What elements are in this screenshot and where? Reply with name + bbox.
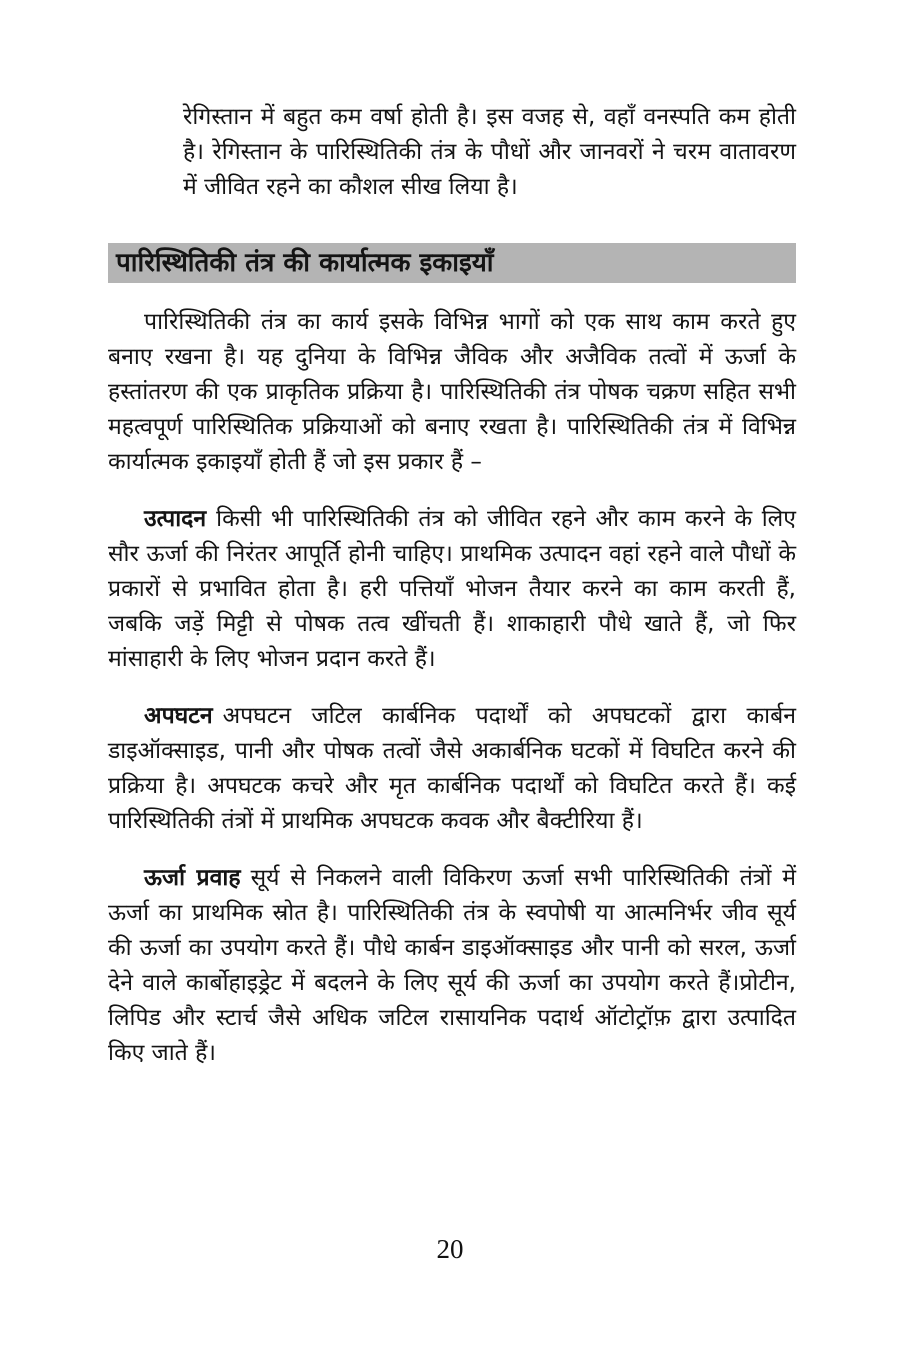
section-term-energy-flow: ऊर्जा प्रवाह [144, 865, 241, 891]
section-term-production: उत्पादन [144, 506, 207, 532]
section-heading-bar: पारिस्थितिकी तंत्र की कार्यात्मक इकाइयाँ [108, 243, 796, 283]
page-number: 20 [436, 1234, 464, 1264]
section-term-decomposition: अपघटन [144, 703, 213, 729]
section-paragraph-decomposition [108, 699, 796, 839]
section-text-energy-flow: सूर्य से निकलने वाली विकिरण ऊर्जा सभी पारिस्थितिकी तंत्रों में ऊर्जा का प्राथमिक स्रोत है। पारिस्थितिकी तंत्र के स्वपोषी या आत्मनिर्भर जीव सूर्य की ऊर्जा का उपयोग करते हैं। पौधे कार्बन डाइऑक्साइड और पानी को सरल, ऊर्जा देने वाले कार्बोहाइड्रेट में बदलने के लिए सूर्य की ऊर्जा का उपयोग करते हैं।प्रोटीन, लिपिड और स्टार्च जैसे अधिक जटिल रासायनिक पदार्थ ऑटोट्रॉफ़ द्वारा उत्पादित किए जाते हैं। [108, 865, 796, 1066]
section-paragraph-production [108, 502, 796, 677]
page-content [108, 100, 796, 1071]
section-text-production: किसी भी पारिस्थितिकी तंत्र को जीवित रहने और काम करने के लिए सौर ऊर्जा की निरंतर आपूर्ति होनी चाहिए। प्राथमिक उत्पादन वहां रहने वाले पौधों के प्रकारों से प्रभावित होता है। हरी पत्तियाँ भोजन तैयार करने का काम करती हैं, जबकि जड़ें मिट्टी से पोषक तत्व खींचती हैं। शाकाहारी पौधे खाते हैं, जो फिर मांसाहारी के लिए भोजन प्रदान करते हैं। [108, 506, 796, 672]
section-paragraph-energy-flow [108, 861, 796, 1071]
section-text-decomposition: अपघटन जटिल कार्बनिक पदार्थों को अपघटकों द्वारा कार्बन डाइऑक्साइड, पानी और पोषक तत्वों जैसे अकार्बनिक घटकों में विघटित करने की प्रक्रिया है। अपघटक कचरे और मृत कार्बनिक पदार्थों को विघटित करते हैं। कई पारिस्थितिकी तंत्रों में प्राथमिक अपघटक कवक और बैक्टीरिया हैं। [108, 703, 796, 834]
overview-paragraph: पारिस्थितिकी तंत्र का कार्य इसके विभिन्न भागों को एक साथ काम करते हुए बनाए रखना है। यह दुनिया के विभिन्न जैविक और अजैविक तत्वों में ऊर्जा के हस्तांतरण की एक प्राकृतिक प्रक्रिया है। पारिस्थितिकी तंत्र पोषक चक्रण सहित सभी महत्वपूर्ण पारिस्थितिक प्रक्रियाओं को बनाए रखता है। पारिस्थितिकी तंत्र में विभिन्न कार्यात्मक इकाइयाँ होती हैं जो इस प्रकार हैं – [108, 309, 796, 475]
intro-paragraph: रेगिस्तान में बहुत कम वर्षा होती है। इस वजह से, वहाँ वनस्पति कम होती है। रेगिस्तान के पारिस्थितिकी तंत्र के पौधों और जानवरों ने चरम वातावरण में जीवित रहने का कौशल सीख लिया है। [183, 104, 796, 200]
